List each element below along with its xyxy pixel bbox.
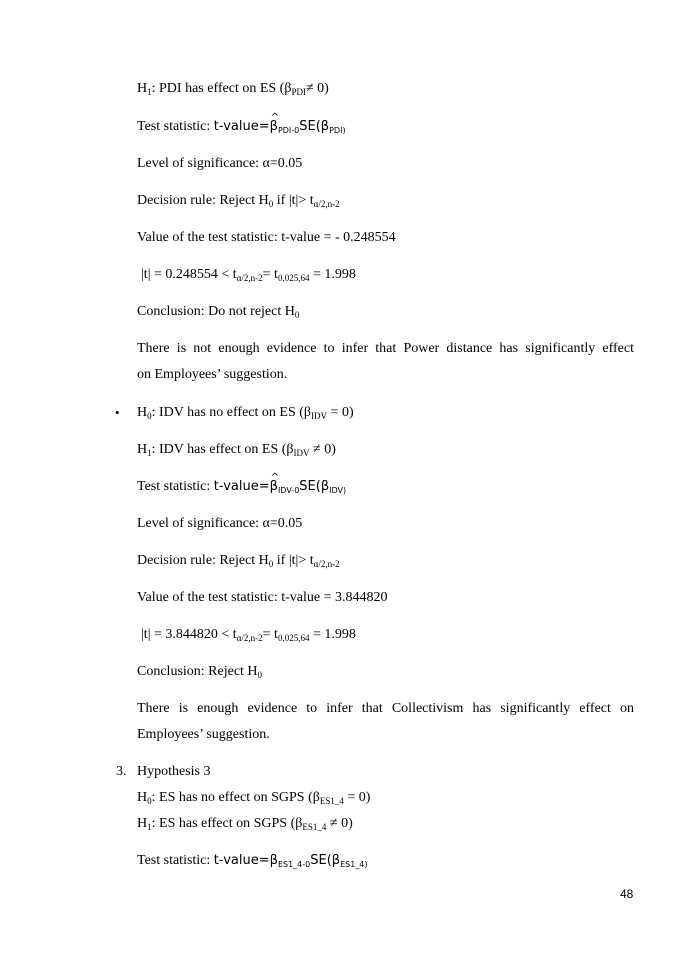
- idv-conclusion: Conclusion: Reject $H_0$: [137, 664, 263, 680]
- es-test-statistic: Test statistic: $t-value=\beta_{ES1\_4-0}SE(\beta_{ES1\_4)}$: [137, 853, 368, 869]
- pdi-conclusion: Conclusion: Do not reject $H_0$: [137, 304, 300, 320]
- idv-test-statistic: Test statistic: t-value=^ $\beta_{IDV-0}SE(\beta_{IDV)}$: [137, 478, 346, 496]
- idv-level-of-significance: Level of significance: α=0.05: [137, 516, 303, 531]
- pdi-test-value: Value of the test statistic: t-value = - 0.248554: [137, 230, 396, 245]
- pdi-test-statistic: Test statistic: t-value=^ $\beta_{PDI-0}SE(\beta_{PDI)}$: [137, 118, 346, 136]
- idv-h1-line: $H_1$: IDV has effect on ES $(\beta_{IDV} \ne 0)$: [137, 442, 336, 458]
- pdi-h1-line: $H_1$: PDI has effect on ES $(\beta_{PDI}\ne 0)$: [137, 81, 329, 97]
- idv-interpretation-line-2: Employees’ suggestion.: [137, 727, 270, 742]
- es-h1-line: $H_1$: ES has effect on SGPS $(\beta_{ES1\_4} \ne 0)$: [137, 816, 353, 832]
- hypothesis-3-title: Hypothesis 3: [137, 764, 211, 779]
- pdi-level-of-significance: Level of significance: α=0.05: [137, 156, 303, 171]
- idv-decision-rule: Decision rule: Reject $H_0$ if $|t|> t_{\alpha/2,n-2}$: [137, 553, 340, 569]
- list-number: 3.: [116, 764, 127, 779]
- bullet-icon: •: [115, 405, 120, 420]
- idv-abs-comparison: $|t| = 3.844820 < t_{\alpha/2,n-2}= t_{0.025,64} = 1.998$: [141, 627, 356, 643]
- pdi-interpretation-line-2: on Employees’ suggestion.: [137, 367, 288, 382]
- idv-interpretation-line-1: There is enough evidence to infer that Collectivism has significantly effect on: [137, 701, 634, 716]
- page-number: 48: [620, 887, 634, 901]
- idv-test-value: Value of the test statistic: t-value = 3.844820: [137, 590, 388, 605]
- idv-h0-line: $H_0$: IDV has no effect on ES $(\beta_{IDV} = 0)$: [137, 405, 354, 421]
- pdi-decision-rule: Decision rule: Reject $H_0$ if $|t|> t_{\alpha/2,n-2}$: [137, 193, 340, 209]
- pdi-abs-comparison: $|t| = 0.248554 < t_{\alpha/2,n-2}= t_{0.025,64} = 1.998$: [141, 267, 356, 283]
- pdi-interpretation-line-1: There is not enough evidence to infer that Power distance has significantly effect: [137, 341, 634, 356]
- es-h0-line: $H_0$: ES has no effect on SGPS $(\beta_{ES1\_4} = 0)$: [137, 790, 371, 806]
